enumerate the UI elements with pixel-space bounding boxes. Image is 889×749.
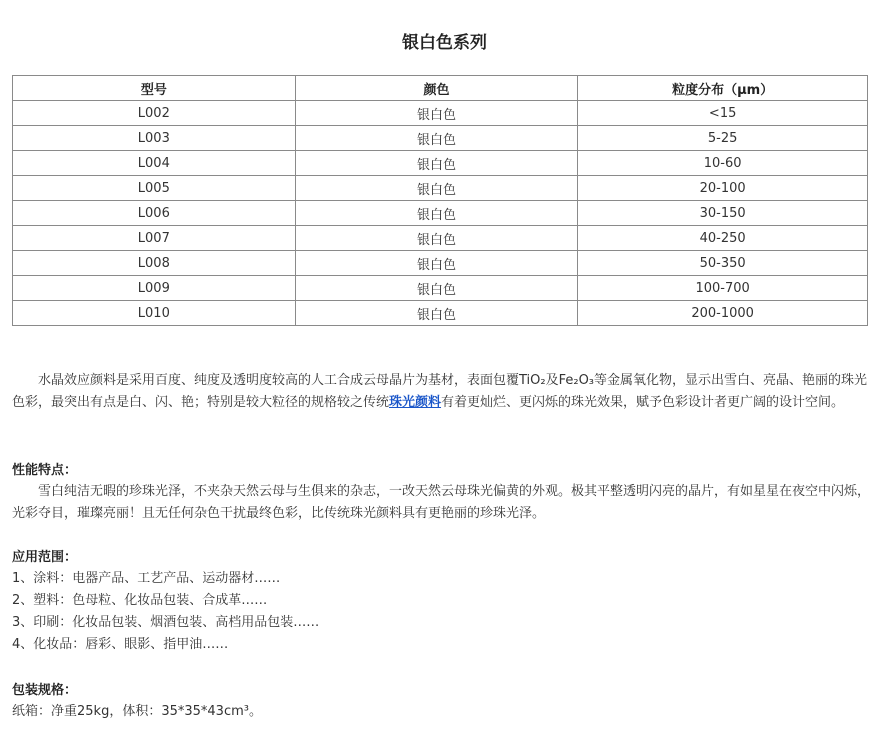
cell-color: 银白色 [295,126,578,151]
features-heading: 性能特点： [12,463,78,478]
list-item: 2、塑料：色母粒、化妆品包装、合成革…… [12,593,268,608]
cell-particle-size: <15 [578,101,868,126]
cell-particle-size: 200-1000 [578,301,868,326]
table-row [13,201,868,226]
applications-heading: 应用范围： [12,550,78,565]
cell-color: 银白色 [295,276,578,301]
cell-particle-size: 5-25 [578,126,868,151]
header-model: 型号 [13,76,296,101]
table-row [13,176,868,201]
cell-model: L009 [13,276,296,301]
list-item: 1、涂料：电器产品、工艺产品、运动器材…… [12,571,281,586]
table-header-row [13,76,868,101]
pearl-pigment-link[interactable]: 珠光颜料 [389,395,442,410]
cell-model: L006 [13,201,296,226]
cell-color: 银白色 [295,176,578,201]
cell-color: 银白色 [295,301,578,326]
intro-paragraph [12,370,872,414]
packaging-heading: 包装规格： [12,683,78,698]
features-paragraph: 雪白纯洁无暇的珍珠光泽，不夹杂天然云母与生俱来的杂志，一改天然云母珠光偏黄的外观。极其平整透明闪亮的晶片，有如星星在夜空中闪烁，光彩夺目，璀璨亮丽！且无任何杂色干扰最终色彩，比传统珠光颜料具有更艳丽的珍珠光泽。 [12,484,871,521]
intro-text-before-link: 水晶效应颜料是采用百度、纯度及透明度较高的人工合成云母晶片为基材，表面包覆TiO₂及Fe₂O₃等金属氧化物，显示出雪白、亮晶、艳丽的珠光色彩，最突出有点是白、闪、艳；特别是较大粒径的规格较之传统 [12,373,868,410]
table-row [13,276,868,301]
intro-text-after-link: 有着更灿烂、更闪烁的珠光效果，赋予色彩设计者更广阔的设计空间。 [441,395,845,410]
cell-model: L007 [13,226,296,251]
table-row [13,126,868,151]
applications-list [12,568,319,656]
cell-color: 银白色 [295,201,578,226]
cell-particle-size: 30-150 [578,201,868,226]
table-row [13,226,868,251]
cell-color: 银白色 [295,226,578,251]
cell-color: 银白色 [295,101,578,126]
cell-color: 银白色 [295,151,578,176]
cell-particle-size: 50-350 [578,251,868,276]
cell-particle-size: 100-700 [578,276,868,301]
cell-particle-size: 20-100 [578,176,868,201]
list-item: 3、印刷：化妆品包装、烟酒包装、高档用品包装…… [12,615,320,630]
list-item: 4、化妆品：唇彩、眼影、指甲油…… [12,637,229,652]
spec-table [12,75,868,326]
cell-model: L004 [13,151,296,176]
cell-model: L010 [13,301,296,326]
cell-color: 银白色 [295,251,578,276]
header-particle-size: 粒度分布（μm） [578,76,868,101]
cell-model: L003 [13,126,296,151]
cell-model: L005 [13,176,296,201]
table-row [13,151,868,176]
page-title: 银白色系列 [402,33,487,53]
cell-model: L002 [13,101,296,126]
cell-model: L008 [13,251,296,276]
cell-particle-size: 10-60 [578,151,868,176]
table-row [13,251,868,276]
cell-particle-size: 40-250 [578,226,868,251]
table-row [13,301,868,326]
table-row [13,101,868,126]
packaging-text: 纸箱：净重25kg，体积：35*35*43cm³。 [12,704,262,719]
header-color: 颜色 [295,76,578,101]
